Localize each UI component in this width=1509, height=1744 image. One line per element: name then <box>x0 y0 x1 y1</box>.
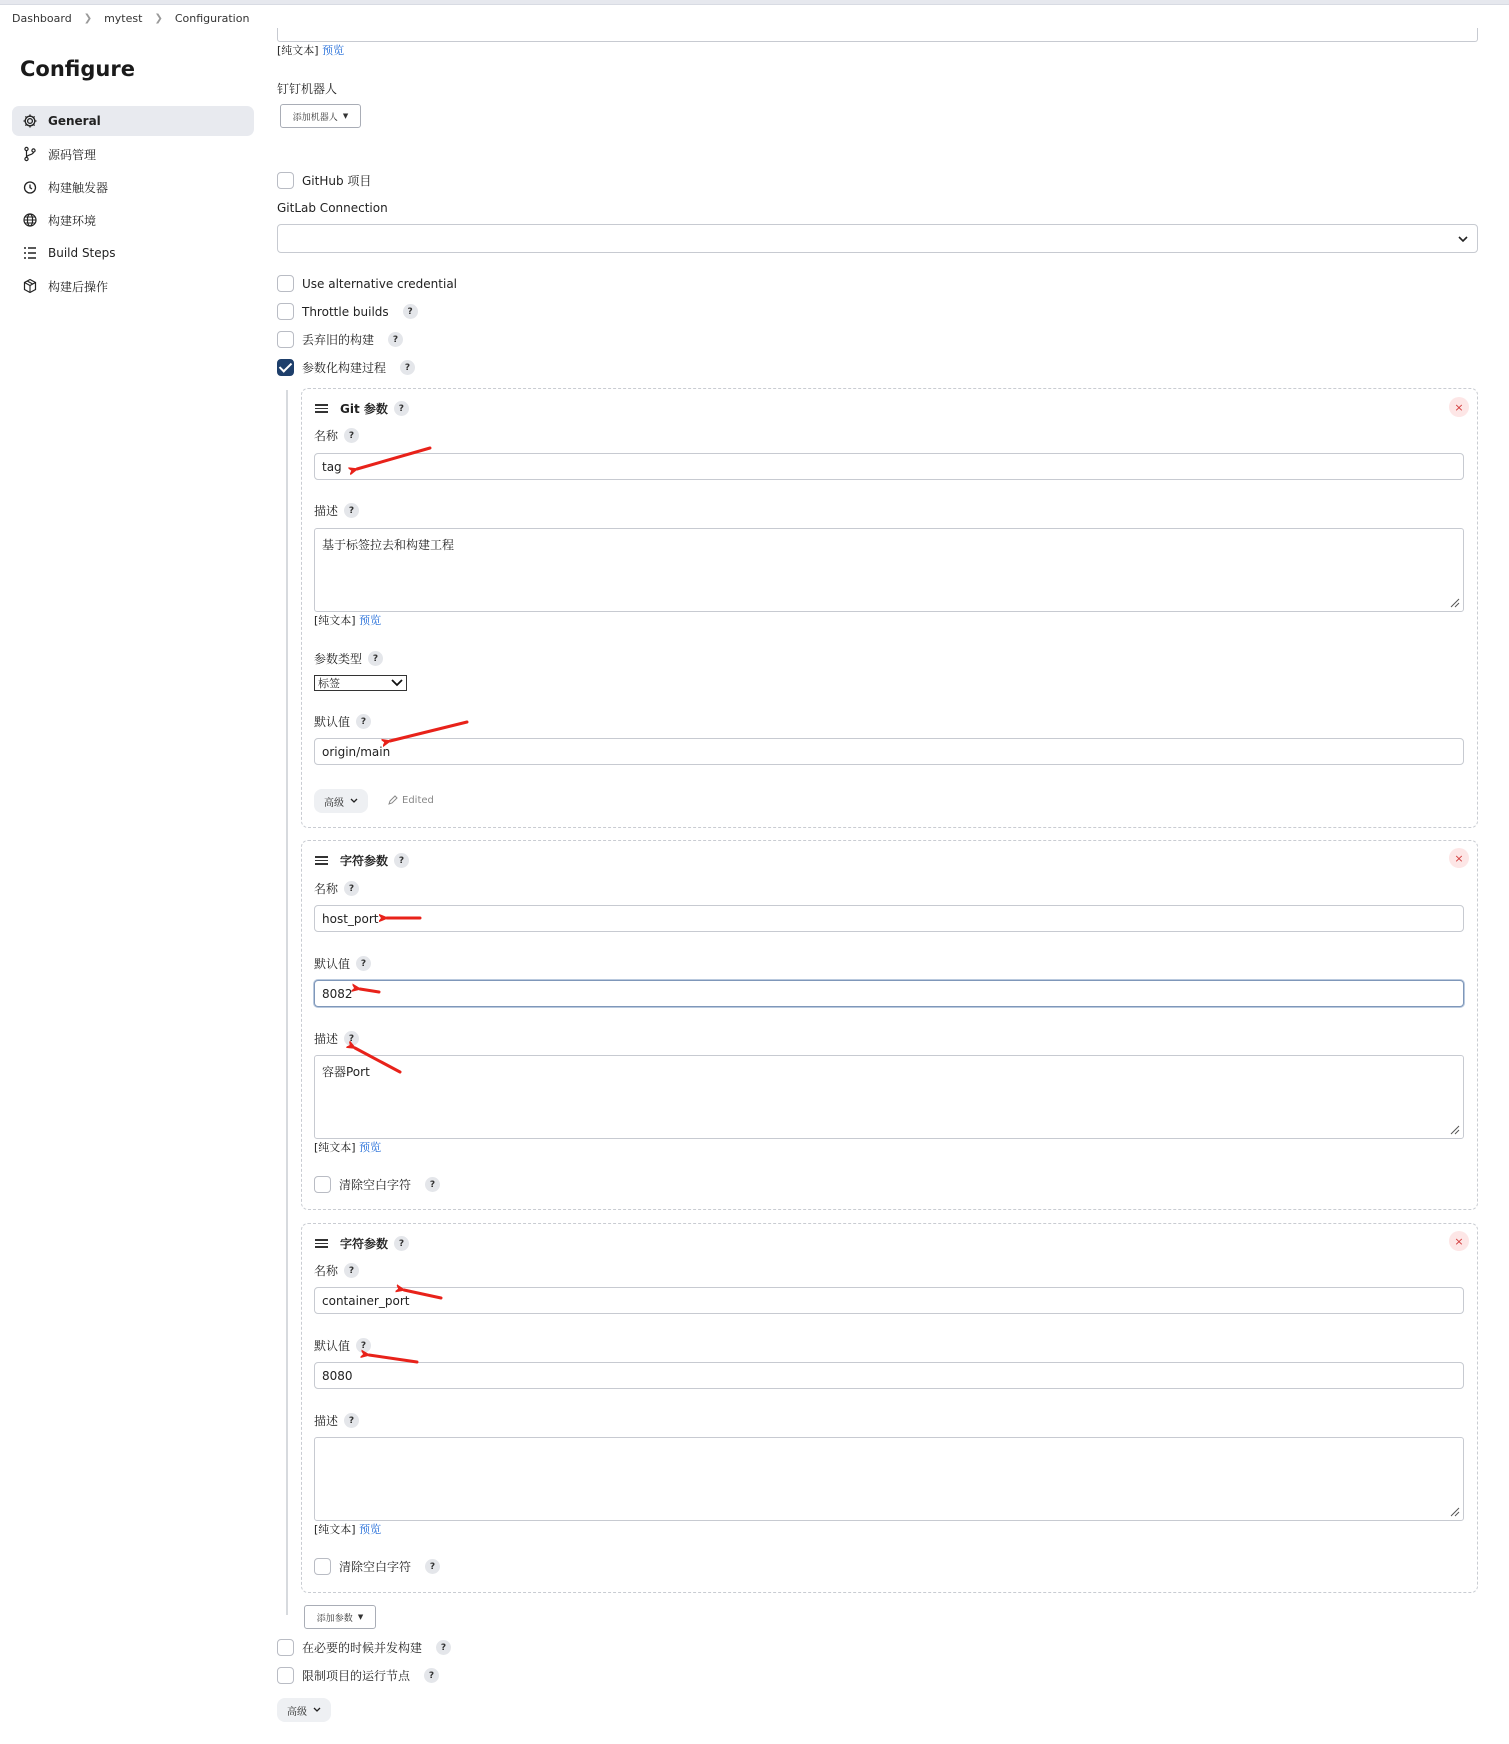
edited-label: Edited <box>402 795 434 806</box>
string-parameter-title: 字符参数 <box>340 854 389 868</box>
field-label: 描述 <box>314 1414 339 1428</box>
help-icon[interactable]: ? <box>400 360 415 375</box>
container-default-value: 8080 <box>322 1368 353 1383</box>
git-parameter-title: Git 参数 <box>340 402 388 416</box>
help-icon[interactable]: ? <box>344 1413 359 1428</box>
field-label: 默认值 <box>314 715 351 729</box>
add-parameter-label: 添加参数 <box>316 1613 353 1624</box>
advanced-label: 高级 <box>324 797 344 809</box>
alt-credential-label: Use alternative credential <box>302 276 458 291</box>
host-desc-value: 容器Port <box>322 1065 370 1079</box>
breadcrumb-job[interactable]: mytest <box>104 12 143 25</box>
throttle-builds-label: Throttle builds <box>302 304 389 319</box>
breadcrumb-dashboard[interactable]: Dashboard <box>12 12 72 25</box>
trim-label: 清除空白字符 <box>339 1560 412 1574</box>
help-icon[interactable]: ? <box>344 428 359 443</box>
field-label: 描述 <box>314 1032 339 1046</box>
concurrent-build-label: 在必要的时候并发构建 <box>302 1641 423 1655</box>
preview-link[interactable]: 预览 <box>322 44 345 57</box>
preview-link[interactable]: 预览 <box>359 614 382 627</box>
trim-label: 清除空白字符 <box>339 1178 412 1192</box>
field-label: 默认值 <box>314 957 351 971</box>
annotation-arrow-8082 <box>360 989 379 992</box>
field-label: 名称 <box>314 1264 339 1278</box>
field-label: 名称 <box>314 882 339 896</box>
plain-text-label: [纯文本] <box>277 44 319 57</box>
git-type-value: 标签 <box>318 677 340 690</box>
field-label: 参数类型 <box>314 652 363 666</box>
sidebar-item-label: 源码管理 <box>48 147 97 162</box>
help-icon[interactable]: ? <box>344 1263 359 1278</box>
help-icon[interactable]: ? <box>388 332 403 347</box>
string-parameter-title: 字符参数 <box>340 1237 389 1251</box>
close-icon[interactable]: × <box>1449 848 1469 868</box>
advanced-label: 高级 <box>287 1706 307 1718</box>
github-project-label: GitHub 项目 <box>302 174 372 188</box>
preview-link[interactable]: 预览 <box>359 1141 382 1154</box>
sidebar-item-label: 构建环境 <box>48 213 97 228</box>
help-icon[interactable]: ? <box>368 651 383 666</box>
git-desc-value: 基于标签拉去和构建工程 <box>322 538 455 552</box>
annotation-arrow-origin <box>390 722 467 741</box>
gitlab-connection-label: GitLab Connection <box>277 201 388 215</box>
plain-text-label: [纯文本] <box>314 614 356 627</box>
add-robot-label: 添加机器人 <box>292 112 338 123</box>
field-label: 名称 <box>314 429 339 443</box>
host-default-value: 8082 <box>322 986 353 1001</box>
annotation-arrow-tag <box>357 448 430 469</box>
field-label: 描述 <box>314 504 339 518</box>
close-icon[interactable]: × <box>1449 1231 1469 1251</box>
help-icon[interactable]: ? <box>356 1338 371 1353</box>
dingtalk-label: 钉钉机器人 <box>277 82 338 96</box>
close-icon[interactable]: × <box>1449 397 1469 417</box>
plain-text-label: [纯文本] <box>314 1141 356 1154</box>
caret-down-icon: ▼ <box>357 1613 364 1621</box>
help-icon[interactable]: ? <box>425 1559 440 1574</box>
restrict-node-label: 限制项目的运行节点 <box>302 1669 411 1683</box>
preview-link[interactable]: 预览 <box>359 1523 382 1536</box>
help-icon[interactable]: ? <box>425 1177 440 1192</box>
breadcrumb-chevron-icon: ❯ <box>83 13 93 24</box>
git-name-value: tag <box>322 459 342 474</box>
parameterized-label: 参数化构建过程 <box>302 361 387 375</box>
help-icon[interactable]: ? <box>403 304 418 319</box>
annotation-arrow-8080 <box>369 1355 417 1362</box>
help-icon[interactable]: ? <box>344 881 359 896</box>
help-icon[interactable]: ? <box>344 1031 359 1046</box>
help-icon[interactable]: ? <box>344 503 359 518</box>
sidebar-item-label: 构建触发器 <box>48 180 109 195</box>
breadcrumb-configuration[interactable]: Configuration <box>174 12 250 25</box>
page-title: Configure <box>20 57 135 81</box>
help-icon[interactable]: ? <box>394 401 409 416</box>
help-icon[interactable]: ? <box>394 1236 409 1251</box>
host-name-value: host_port <box>322 911 379 926</box>
sidebar-item-label: 构建后操作 <box>48 279 109 294</box>
plain-text-label: [纯文本] <box>314 1523 356 1536</box>
git-default-value: origin/main <box>322 744 391 759</box>
field-label: 默认值 <box>314 1339 351 1353</box>
discard-old-label: 丢弃旧的构建 <box>302 333 375 347</box>
help-icon[interactable]: ? <box>436 1640 451 1655</box>
caret-down-icon: ▼ <box>342 112 349 120</box>
container-name-value: container_port <box>322 1293 410 1308</box>
help-icon[interactable]: ? <box>394 853 409 868</box>
help-icon[interactable]: ? <box>356 714 371 729</box>
breadcrumb-chevron-icon: ❯ <box>154 13 163 24</box>
help-icon[interactable]: ? <box>424 1668 439 1683</box>
sidebar-item-label: Build Steps <box>48 246 116 260</box>
help-icon[interactable]: ? <box>356 956 371 971</box>
sidebar-item-label: General <box>48 114 101 128</box>
annotation-arrow-desc <box>355 1048 400 1072</box>
annotation-arrow-container-port <box>404 1290 441 1298</box>
